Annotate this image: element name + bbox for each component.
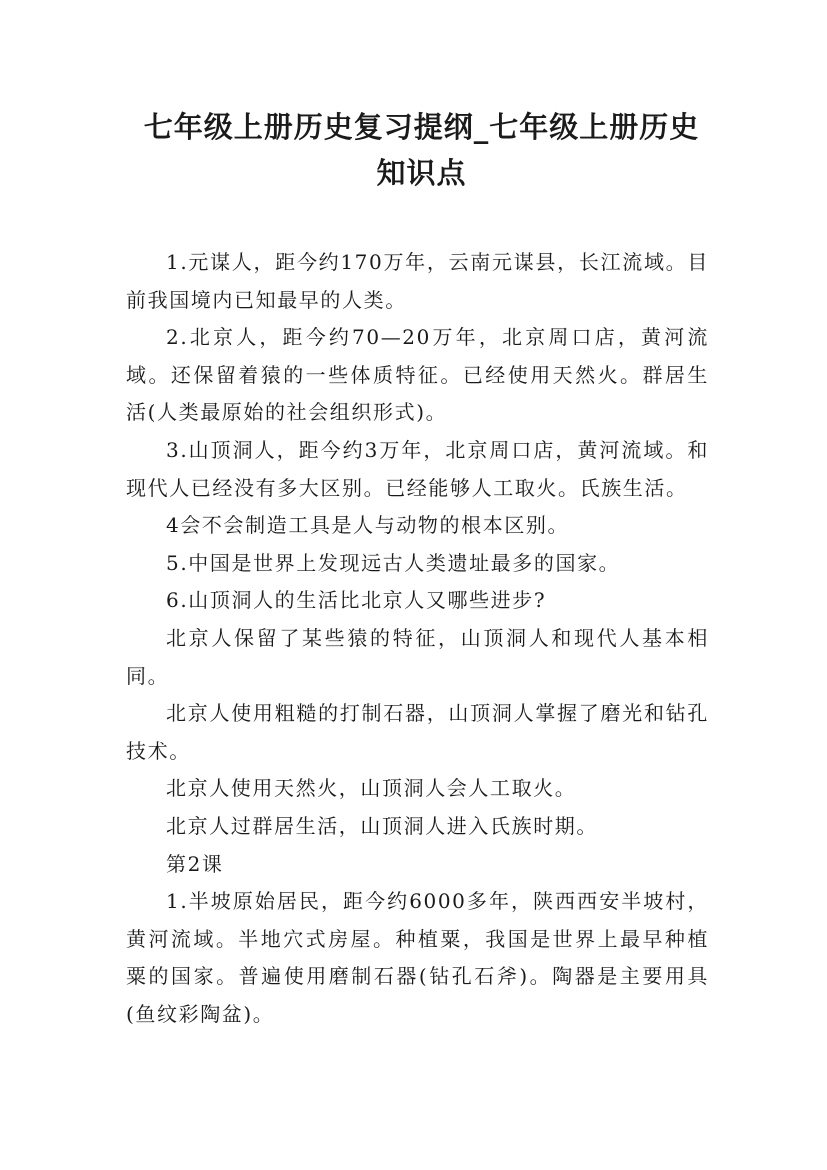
paragraph-comparison-tools: 北京人使用粗糙的打制石器，山顶洞人掌握了磨光和钻孔技术。 — [126, 701, 709, 763]
paragraph-upper-cave-man: 3.山顶洞人，距今约3万年，北京周口店，黄河流域。和现代人已经没有多大区别。已经能够人工取火。氏族生活。 — [126, 437, 709, 500]
paragraph-comparison-fire: 北京人使用天然火，山顶洞人会人工取火。 — [166, 776, 577, 801]
paragraph-banpo: 1.半坡原始居民，距今约6000多年，陕西西安半坡村，黄河流域。半地穴式房屋。种植粟，我国是世界上最早种植粟的国家。普遍使用磨制石器(钻孔石斧)。陶器是主要用具(鱼纹彩陶盆)。 — [126, 889, 709, 1026]
paragraph-beijing-man: 2.北京人，距今约70—20万年，北京周口店，黄河流域。还保留着猿的一些体质特征。已经使用天然火。群居生活(人类最原始的社会组织形式)。 — [126, 325, 709, 425]
lesson-heading: 第2课 — [166, 851, 224, 876]
paragraph-yuanmou: 1.元谋人，距今约170万年，云南元谋县，长江流域。目前我国境内已知最早的人类。 — [126, 250, 709, 312]
paragraph-comparison-traits: 北京人保留了某些猿的特征，山顶洞人和现代人基本相同。 — [126, 625, 709, 688]
document-title: 七年级上册历史复习提纲_七年级上册历史知识点 — [143, 110, 700, 190]
document-body — [126, 244, 709, 1033]
paragraph-china-sites: 5.中国是世界上发现远古人类遗址最多的国家。 — [166, 550, 621, 575]
paragraph-tool-making: 4会不会制造工具是人与动物的根本区别。 — [166, 513, 570, 538]
paragraph-progress-question: 6.山顶洞人的生活比北京人又哪些进步? — [166, 588, 547, 613]
paragraph-comparison-society: 北京人过群居生活，山顶洞人进入氏族时期。 — [166, 813, 598, 838]
